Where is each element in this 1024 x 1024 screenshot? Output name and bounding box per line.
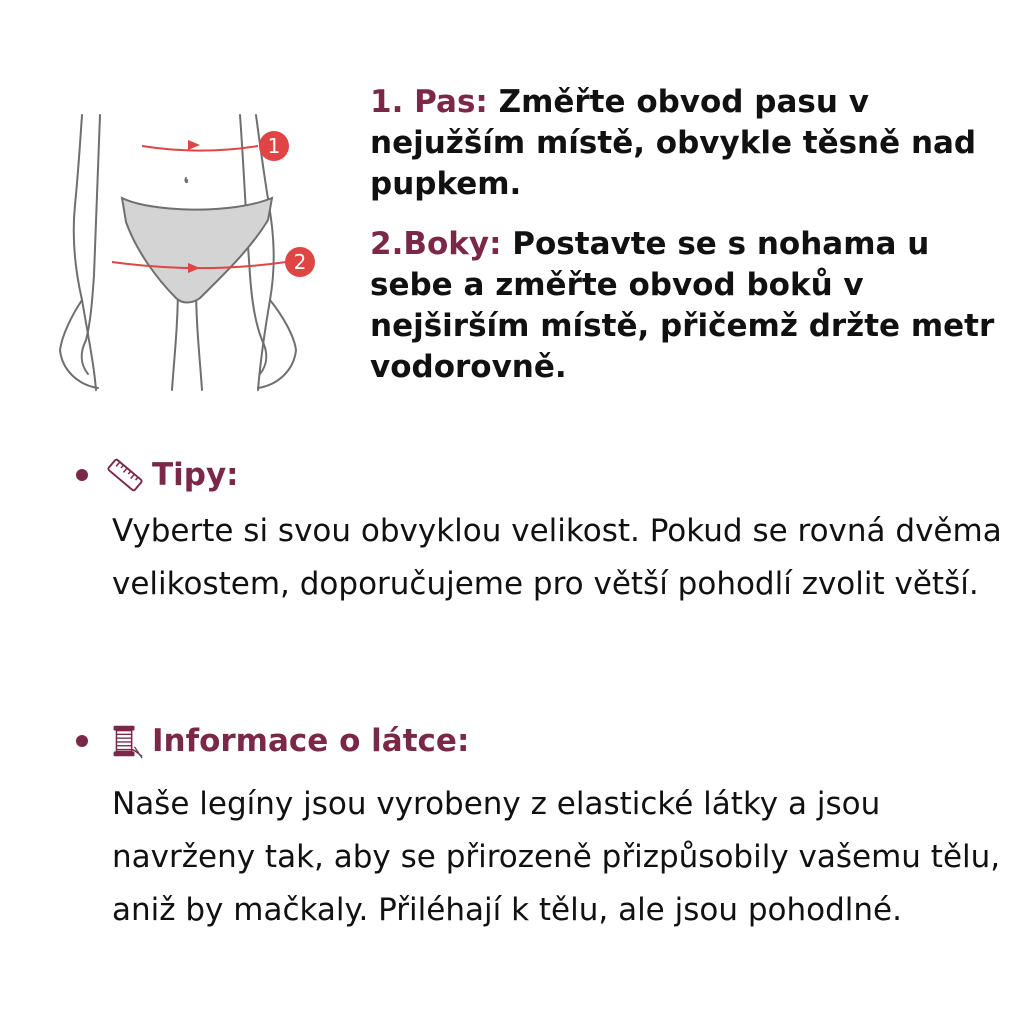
body-figure-svg: [50, 100, 340, 400]
marker-2-label: 2: [293, 250, 307, 274]
body-measurement-illustration: [50, 100, 340, 400]
bullet-dot: [76, 469, 88, 481]
step-waist: [370, 82, 1010, 205]
step-waist-text: Změřte obvod pasu v nejužším místě, obvykle těsně nad pupkem.: [370, 84, 977, 202]
waist-line: [142, 146, 258, 151]
tips-heading: [76, 456, 239, 494]
underwear-shape: [122, 198, 272, 303]
waist-arrow-icon: [188, 140, 200, 150]
measurement-steps: [370, 82, 1010, 407]
step-hips-label: 2.Boky:: [370, 226, 502, 262]
ruler-icon: [106, 456, 144, 494]
fabric-title: Informace o látce:: [152, 723, 470, 759]
fabric-text: Naše legíny jsou vyrobeny z elastické látky a jsou navrženy tak, aby se přirozeně přizpůsobily vašemu tělu, aniž by mačkaly. Přiléhají k tělu, ale jsou pohodlné.: [112, 786, 1001, 928]
tips-text: Vyberte si svou obvyklou velikost. Pokud se rovná dvěma velikostem, doporučujeme pro větší pohodlí zvolit větší.: [112, 513, 1002, 602]
step-hips: [370, 224, 1010, 388]
marker-1-label: 1: [267, 134, 281, 158]
fabric-heading: [76, 722, 469, 760]
step-hips-text: Postavte se s nohama u sebe a změřte obvod boků v nejširším místě, přičemž držte metr vodorovně.: [370, 226, 995, 385]
tips-title: Tipy:: [152, 457, 239, 493]
step-waist-label: 1. Pas:: [370, 84, 488, 120]
bullet-dot: [76, 735, 88, 747]
thread-spool-icon: [106, 722, 144, 760]
